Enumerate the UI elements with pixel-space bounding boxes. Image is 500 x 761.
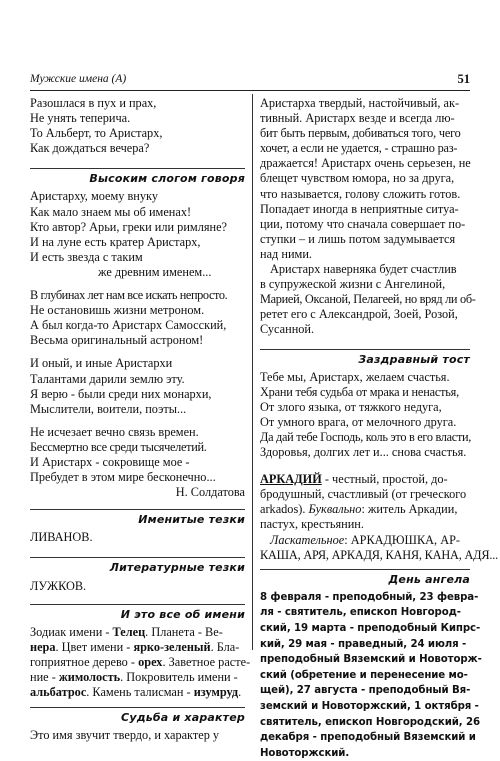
poem-line: же древним именем... bbox=[98, 264, 212, 279]
text-line: ретет его с Александрой, Зоей, Розой, bbox=[260, 307, 458, 322]
poem-stanza bbox=[30, 425, 245, 500]
poem-stanza bbox=[30, 288, 245, 348]
poem-line: Не унять теперича. bbox=[30, 111, 131, 126]
text-line: . Планета - Ве- bbox=[145, 624, 223, 639]
poem-line: Аристарху, моему внуку bbox=[30, 189, 158, 204]
character-paragraph bbox=[260, 96, 470, 262]
text-line: . bbox=[238, 685, 242, 700]
arkady-entry bbox=[260, 472, 498, 563]
text-line: земский и Новоторжский, 1 октября - bbox=[260, 700, 479, 712]
text-line: : житель Аркадии, bbox=[361, 502, 458, 517]
text-line: бит быть первым, добиваться того, чего bbox=[260, 126, 461, 141]
text-line: пастух, крестьянин. bbox=[260, 517, 364, 532]
text-line: От умного врага, от мелочного друга. bbox=[260, 414, 457, 429]
text-line: святитель, епископ Новгородский, 26 bbox=[260, 716, 480, 728]
text-line: Телец bbox=[112, 624, 146, 639]
text-line: : АРКАДЮШКА, АР- bbox=[344, 532, 461, 547]
section-heading-literary: Литературные тезки bbox=[30, 557, 245, 575]
text-line: ский (обретение и перенесение мо- bbox=[260, 669, 468, 681]
poem-line: Кто автор? Арьи, греки или римляне? bbox=[30, 219, 227, 234]
text-line: ский, 19 марта - преподобный Кипрс- bbox=[260, 623, 481, 634]
poem-line: Я верю - были среди них монархи, bbox=[30, 386, 212, 401]
text-line: Буквально bbox=[308, 502, 362, 517]
section-heading-toast: Заздравный тост bbox=[260, 349, 470, 367]
literary-text: ЛУЖКОВ. bbox=[30, 578, 87, 593]
text-line: Тебе мы, Аристарх, желаем счастья. bbox=[260, 369, 450, 384]
text-line: ярко-зеленый bbox=[133, 639, 211, 654]
text-line: изумруд bbox=[193, 685, 239, 700]
poem-line: Как дождаться вечера? bbox=[30, 141, 150, 156]
angel-days bbox=[260, 590, 482, 761]
poem-line: Мыслители, воители, поэты... bbox=[30, 401, 187, 416]
text-line: бродушный, счастливый (от греческого bbox=[260, 487, 467, 502]
poem-line: Не остановишь жизни метроном. bbox=[30, 303, 205, 318]
poem-line: И Аристарх - сокровище мое - bbox=[30, 454, 190, 469]
poem-stanza bbox=[30, 189, 245, 280]
poem-line: Талантами дарили землю эту. bbox=[30, 371, 185, 386]
marriage-paragraph bbox=[260, 262, 476, 337]
text-line bbox=[260, 472, 470, 487]
section-heading-namesakes: Именитые тезки bbox=[30, 509, 245, 527]
text-line bbox=[30, 654, 251, 670]
text-line: хочет, а если не удается, - страшно раз- bbox=[260, 141, 458, 156]
text-line: над ними. bbox=[260, 246, 312, 261]
text-line: . Покровитель имени - bbox=[120, 670, 238, 684]
poem-line: Разошлася в пух и прах, bbox=[30, 96, 157, 110]
name-attributes bbox=[30, 624, 251, 700]
poem-stanza bbox=[30, 356, 245, 416]
text-line bbox=[30, 625, 245, 640]
text-line: тивный. Аристарх везде и всегда лю- bbox=[260, 111, 455, 126]
text-line: Попадает иногда в неприятные ситуа- bbox=[260, 201, 459, 216]
poem-line: А был когда-то Аристарх Самосский, bbox=[30, 318, 227, 333]
poem-line: Весьма оригинальный астроном! bbox=[30, 333, 204, 348]
text-line: Ласкательное bbox=[270, 532, 345, 547]
text-line: альбатрос bbox=[30, 685, 87, 700]
text-line: блещет чувством юмора, но за друга, bbox=[260, 171, 455, 186]
text-line: кий, 29 мая - праведный, 24 июля - bbox=[260, 638, 467, 650]
text-line: Здоровья, долгих лет и... снова счастья. bbox=[260, 445, 467, 460]
section-heading-fate: Судьба и характер bbox=[30, 707, 245, 725]
text-line: Новоторжский. bbox=[260, 747, 350, 759]
text-line: Зодиак имени - bbox=[30, 624, 113, 639]
text-line: ции, потому что сначала совершает по- bbox=[260, 216, 466, 231]
text-line: что называется, голову сложить готов. bbox=[260, 186, 461, 201]
text-line: гоприятное дерево - bbox=[30, 654, 139, 669]
poem-signature: Н. Солдатова bbox=[175, 485, 245, 500]
text-line: нера bbox=[30, 639, 56, 654]
fate-text: Это имя звучит твердо, и характер у bbox=[30, 728, 220, 743]
text-line: орех bbox=[138, 654, 163, 669]
text-line bbox=[30, 640, 245, 655]
text-line bbox=[30, 670, 245, 685]
text-line: Да дай тебе Господь, коль это в его власти, bbox=[260, 429, 472, 444]
text-line bbox=[30, 685, 245, 700]
text-line: . Заветное расте- bbox=[162, 654, 251, 669]
text-line: жимолость bbox=[58, 670, 121, 684]
left-column bbox=[30, 96, 251, 743]
text-line: ля - святитель, епископ Новгород- bbox=[260, 607, 461, 619]
namesakes-text: ЛИВАНОВ. bbox=[30, 530, 93, 545]
text-line: Сусанной. bbox=[260, 322, 315, 337]
section-heading-high-style: Высоким слогом говоря bbox=[30, 168, 245, 186]
text-line: . Камень талисман - bbox=[86, 685, 194, 700]
text-line: Аристарха твердый, настойчивый, ак- bbox=[260, 96, 460, 110]
text-line: ступки – и лишь потом задумывается bbox=[260, 231, 456, 246]
text-line: . Бла- bbox=[210, 639, 240, 654]
toast-poem bbox=[260, 370, 470, 461]
right-column bbox=[260, 96, 498, 761]
entry-name: АРКАДИЙ bbox=[260, 472, 322, 487]
text-line: От злого языка, от тяжкого недуга, bbox=[260, 399, 442, 414]
text-line: щей), 27 августа - преподобный Вя- bbox=[260, 685, 471, 697]
text-line: Марией, Оксаной, Пелагеей, но вряд ли об- bbox=[260, 292, 476, 307]
text-line: декабря - преподобный Вяземский и bbox=[260, 732, 476, 744]
text-line: Аристарх наверняка будет счастлив bbox=[270, 262, 457, 277]
header-rule bbox=[30, 90, 470, 91]
column-divider bbox=[252, 94, 253, 650]
poem-line: И оный, и иные Аристархи bbox=[30, 356, 173, 371]
text-line: . Цвет имени - bbox=[55, 639, 134, 654]
section-heading-angel-day: День ангела bbox=[260, 569, 470, 587]
text-line: Храни тебя судьба от мрака и ненастья, bbox=[260, 384, 460, 399]
section-heading-about-name: И это все об имени bbox=[30, 604, 245, 622]
poem-line: И есть звезда с таким bbox=[30, 249, 143, 264]
text-line bbox=[260, 502, 470, 517]
text-line: дражается! Аристарх очень серьезен, не bbox=[260, 156, 471, 171]
poem-line: Бессмертно все среди тысячелетий. bbox=[30, 439, 207, 454]
page-number: 51 bbox=[457, 72, 470, 86]
text-line: преподобный Вяземский и Новоторж- bbox=[260, 654, 482, 666]
text-line bbox=[260, 533, 470, 548]
poem-line: В глубинах лет нам все искать непросто. bbox=[30, 288, 228, 303]
text-line: 8 февраля - преподобный, 23 февра- bbox=[260, 591, 479, 603]
text-line: arkados). bbox=[260, 502, 309, 517]
text-line: КАША, АРЯ, АРКАДЯ, КАНЯ, КАНА, АДЯ... bbox=[260, 547, 498, 562]
poem-line: Как мало знаем мы об именах! bbox=[30, 204, 192, 219]
text-line: ние - bbox=[30, 670, 59, 684]
running-header bbox=[30, 73, 470, 89]
poem-line: То Альберт, то Аристарх, bbox=[30, 126, 163, 141]
text-line: в супружеской жизни с Ангелиной, bbox=[260, 277, 446, 292]
poem-line: Пребудет в этом мире бесконечно... bbox=[30, 470, 216, 485]
poem-line: И на луне есть кратер Аристарх, bbox=[30, 234, 201, 249]
poem-intro bbox=[30, 96, 245, 156]
poem-line: Не исчезает вечно связь времен. bbox=[30, 424, 199, 439]
running-title: Мужские имена (А) bbox=[30, 73, 127, 85]
text-line: - честный, простой, до- bbox=[321, 472, 448, 487]
